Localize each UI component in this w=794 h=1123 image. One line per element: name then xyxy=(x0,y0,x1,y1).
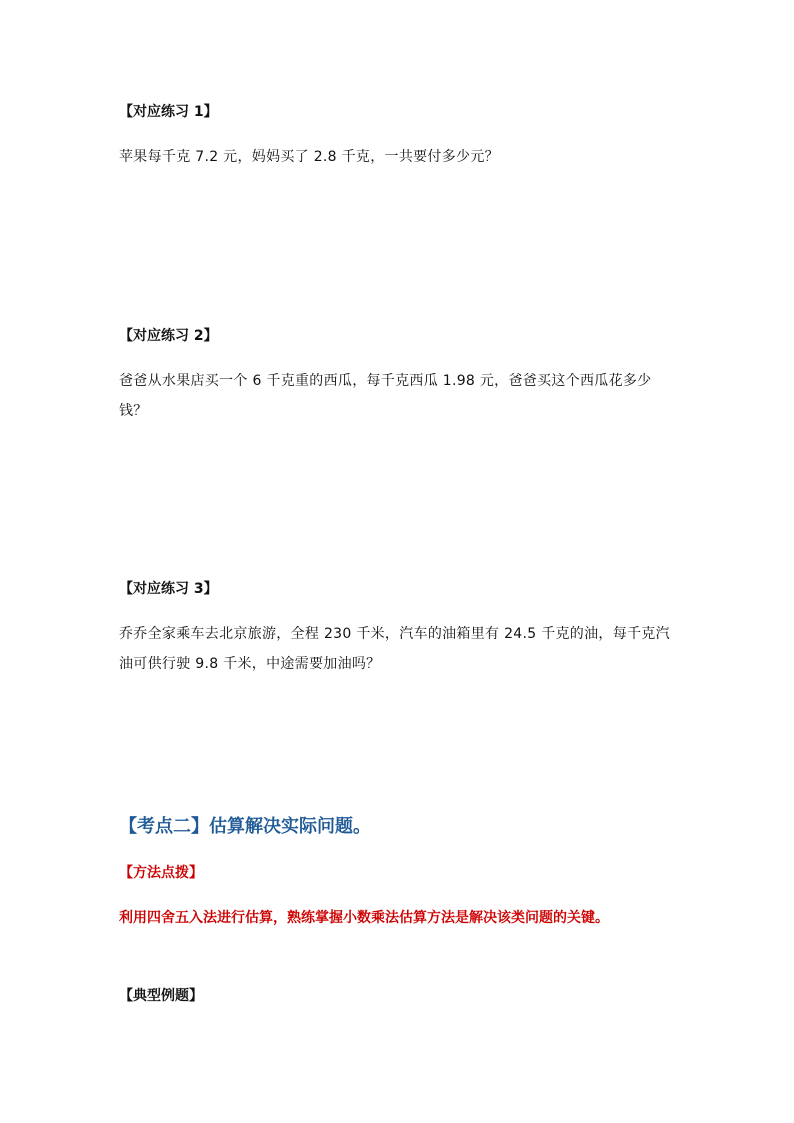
exercise-1-heading: 【对应练习 1】 xyxy=(119,104,218,120)
method-heading: 【方法点拨】 xyxy=(119,865,203,881)
section-2-title: 【考点二】估算解决实际问题。 xyxy=(119,816,371,837)
exercise-2-heading: 【对应练习 2】 xyxy=(119,328,218,344)
exercise-2-question: 爸爸从水果店买一个 6 千克重的西瓜，每千克西瓜 1.98 元，爸爸买这个西瓜花多少钱？ xyxy=(119,373,652,419)
exercise-1-question: 苹果每千克 7.2 元，妈妈买了 2.8 千克，一共要付多少元？ xyxy=(119,149,499,165)
exercise-3-question: 乔乔全家乘车去北京旅游，全程 230 千米，汽车的油箱里有 24.5 千克的油，每千克汽油可供行驶 9.8 千米，中途需要加油吗？ xyxy=(119,626,670,672)
exercise-3-heading: 【对应练习 3】 xyxy=(119,581,218,597)
example-heading: 【典型例题】 xyxy=(119,988,203,1004)
method-text: 利用四舍五入法进行估算，熟练掌握小数乘法估算方法是解决该类问题的关键。 xyxy=(119,910,609,926)
